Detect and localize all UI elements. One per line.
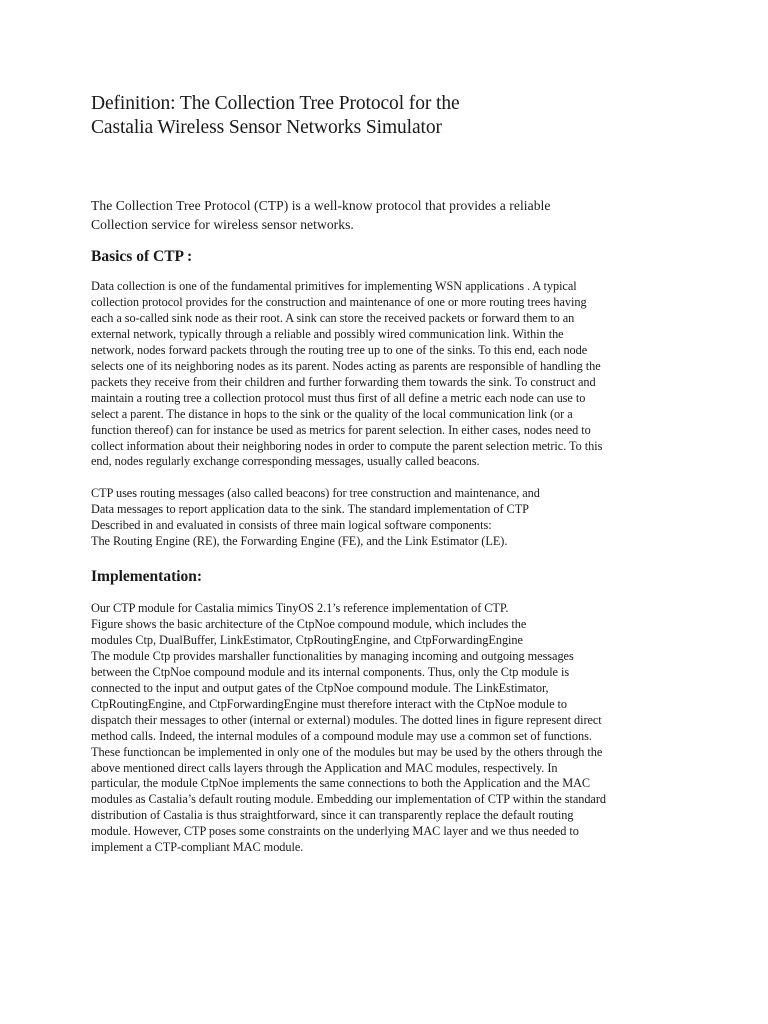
text-line: Figure shows the basic architecture of the CtpNoe compound module, which includes the [91, 616, 527, 631]
text-line: each a so-called sink node as their root. A sink can store the received packets or forward them to an [91, 310, 575, 325]
text-line: select a parent. The distance in hops to the sink or the quality of the local communication link (or a [91, 406, 573, 421]
text-line: particular, the module CtpNoe implements the same connections to both the Application and the MAC [91, 776, 591, 791]
text-line: between the CtpNoe compound module and its internal components. Thus, only the Ctp module is [91, 664, 570, 679]
intro-line: Collection service for wireless sensor networks. [91, 217, 354, 232]
text-line: selects one of its neighboring nodes as its parent. Nodes acting as parents are responsible of handling the [91, 358, 601, 373]
intro-line: The Collection Tree Protocol (CTP) is a well-know protocol that provides a reliable [91, 198, 551, 213]
text-line: collect information about their neighboring nodes in order to compute the parent selection metric. To this [91, 438, 603, 453]
text-line: function thereof) can for instance be used as metrics for parent selection. In either cases, nodes need to [91, 422, 591, 437]
text-line: dispatch their messages to other (internal or external) modules. The dotted lines in figure represent direct [91, 712, 602, 727]
text-line: network, nodes forward packets through the routing tree up to one of the sinks. To this end, each node [91, 342, 588, 357]
text-line: end, nodes regularly exchange corresponding messages, usually called beacons. [91, 454, 480, 469]
basics-paragraph-1 [91, 279, 602, 470]
text-line: Data messages to report application data to the sink. The standard implementation of CTP [91, 501, 529, 516]
text-line: These functioncan be implemented in only one of the modules but may be used by the others through the [91, 744, 603, 759]
text-line: Described in and evaluated in consists of three main logical software components: [91, 517, 492, 532]
text-line: modules as Castalia’s default routing module. Embedding our implementation of CTP within the standard [91, 792, 606, 807]
basics-paragraph-2 [91, 486, 540, 550]
text-line: method calls. Indeed, the internal modules of a compound module may use a common set of functions. [91, 728, 592, 743]
text-line: modules Ctp, DualBuffer, LinkEstimator, CtpRoutingEngine, and CtpForwardingEngine [91, 632, 523, 647]
text-line: connected to the input and output gates of the CtpNoe compound module. The LinkEstimator, [91, 680, 549, 695]
intro-paragraph [91, 196, 550, 234]
title-line: Definition: The Collection Tree Protocol for the [91, 93, 460, 114]
text-line: collection protocol provides for the construction and maintenance of one or more routing trees having [91, 294, 587, 309]
implementation-paragraph [91, 601, 606, 856]
text-line: Data collection is one of the fundamental primitives for implementing WSN applications . A typical [91, 279, 577, 293]
text-line: The Routing Engine (RE), the Forwarding Engine (FE), and the Link Estimator (LE). [91, 533, 508, 548]
text-line: CTP uses routing messages (also called beacons) for tree construction and maintenance, and [91, 486, 540, 500]
title-line: Castalia Wireless Sensor Networks Simulator [91, 117, 442, 138]
text-line: external network, typically through a reliable and possibly wired communication link. Within the [91, 326, 564, 341]
text-line: module. However, CTP poses some constraints on the underlying MAC layer and we thus needed to [91, 824, 579, 839]
basics-heading: Basics of CTP : [91, 248, 193, 265]
document-title [91, 92, 460, 140]
text-line: above mentioned direct calls layers through the Application and MAC modules, respectively. In [91, 760, 558, 775]
text-line: CtpRoutingEngine, and CtpForwardingEngine must therefore interact with the CtpNoe module to [91, 696, 567, 711]
text-line: distribution of Castalia is thus straightforward, since it can transparently replace the default routing [91, 808, 574, 823]
text-line: packets they receive from their children and further forwarding them towards the sink. To construct and [91, 374, 596, 389]
text-line: Our CTP module for Castalia mimics TinyOS 2.1’s reference implementation of CTP. [91, 601, 509, 615]
text-line: implement a CTP-compliant MAC module. [91, 840, 304, 855]
text-line: The module Ctp provides marshaller functionalities by managing incoming and outgoing messages [91, 648, 574, 663]
text-line: maintain a routing tree a collection protocol must thus first of all define a metric each node can use to [91, 390, 586, 405]
implementation-heading: Implementation: [91, 568, 203, 585]
